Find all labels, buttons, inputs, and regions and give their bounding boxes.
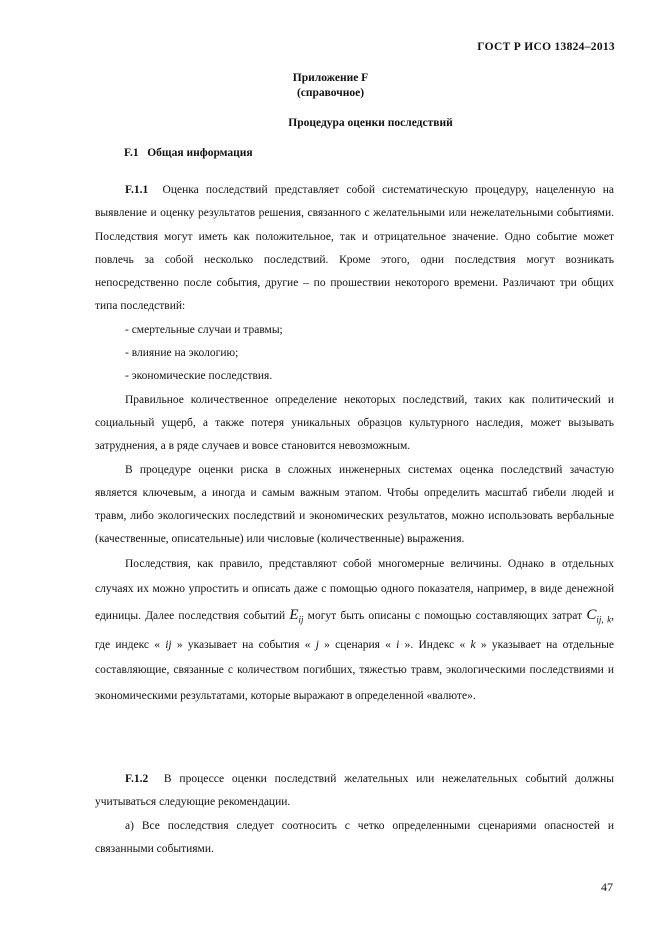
paragraph-text: » указывает на события « (176, 638, 311, 651)
symbol-C: C (586, 606, 597, 623)
document-header: ГОСТ Р ИСО 13824–2013 (477, 41, 615, 53)
appendix-title: Приложение F (292, 72, 369, 84)
paragraph-text: ». Индекс « (404, 638, 466, 651)
paragraph-formula (95, 552, 614, 709)
appendix-subtitle: (справочное) (296, 87, 365, 99)
section-f12 (95, 768, 614, 861)
section-f11 (95, 179, 614, 709)
procedure-title: Процедура оценки последствий (288, 117, 453, 129)
list-item: - влияние на экологию; (125, 347, 239, 360)
index-j: j (315, 638, 319, 651)
index-i: i (396, 638, 400, 651)
paragraph: Правильное количественное определение некоторых последствий, таких как политический и социальный ущерб, а также потеря уникальных образцов культурного наследия, может вызывать затруднения, а в ряде случаев и вовсе становится невозможным. (95, 393, 614, 453)
subscript-ijk: ij, k (596, 614, 612, 625)
section-heading (124, 147, 253, 159)
clause-number: F.1.1 (125, 184, 149, 196)
paragraph-text: Оценка последствий представляет собой систематическую процедуру, нацеленную на выявление и оценку результатов решения, связанного с желательными или нежелательными событиями. Последствия могут иметь как положительное, так и отрицательное значение. Одно событие может повлечь за собой несколько последствий. Кроме этого, одни последствия могут возникать непосредственно после события, другие – по прошествии некоторого времени. Различают три общих типа последствий: (95, 184, 614, 313)
paragraph: а) Все последствия следует соотносить с четко определенными сценариями опасностей и связанными событиями. (95, 819, 614, 855)
subscript-ij: ij (298, 614, 304, 625)
paragraph (95, 768, 614, 815)
paragraph-text: » указывает на отдельные составляющие, связанные с количеством погибших, тяжестью травм, экологическими последствиями и экономическими результатами, которые выражают в определенной «валюте». (95, 638, 614, 702)
section-title: Общая информация (147, 147, 253, 159)
symbol-E: E (289, 606, 299, 623)
paragraph-text: могут быть описаны с помощью составляющих затрат (307, 609, 583, 622)
section-number: F.1 (124, 147, 139, 159)
paragraph-text: В процессе оценки последствий желательных или нежелательных событий должны учитываться следующие рекомендации. (95, 773, 614, 809)
paragraph: В процедуре оценки риска в сложных инженерных системах оценка последствий зачастую является ключевым, а иногда и самым важным этапом. Чтобы определить масштаб гибели людей и травм, либо экологических последствий и экономических результатов, можно использовать вербальные (качественные, описательные) или числовые (количественные) выражения. (95, 463, 614, 546)
index-ij: ij (165, 638, 172, 651)
index-k: k (470, 638, 476, 651)
paragraph-text: Последствия, как правило, представляют собой многомерные величины. Однако в отдельных случаях их можно упростить и описать даже с помощью одного показателя, например, в виде денежной единицы. Далее последствия событий (95, 557, 614, 622)
list-item: - смертельные случаи и травмы; (125, 323, 283, 336)
clause-number: F.1.2 (125, 773, 149, 785)
paragraph-text: » сценария « (324, 638, 391, 651)
paragraph-text: , где индекс « (95, 609, 614, 651)
list-item: - экономические последствия. (125, 370, 273, 383)
page-number: 47 (601, 880, 613, 894)
paragraph (95, 179, 614, 319)
